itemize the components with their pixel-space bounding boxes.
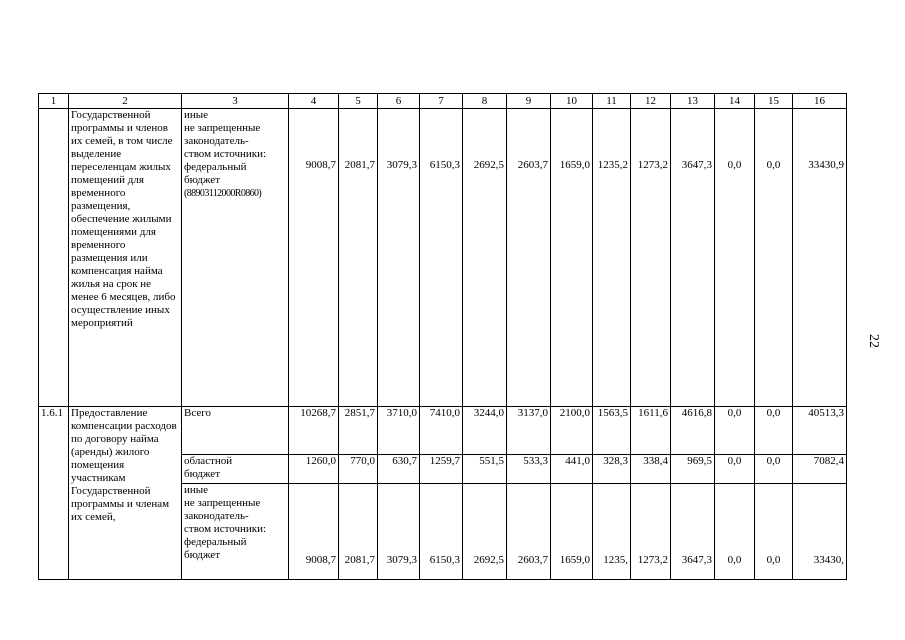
value-cell-col-11: 1563,5 xyxy=(593,407,631,455)
value-cell-col-6: 630,7 xyxy=(378,455,420,484)
value-cell-col-6: 3079,3 xyxy=(378,109,420,407)
value-cell-col-4: 9008,7 xyxy=(289,109,339,407)
funding-source-line: не запрещенные xyxy=(184,497,261,509)
value-cell-col-16: 40513,3 xyxy=(793,407,847,455)
value-cell-col-15: 0,0 xyxy=(755,484,793,580)
column-header-14: 14 xyxy=(715,94,755,109)
value-cell-col-14: 0,0 xyxy=(715,455,755,484)
value-cell-col-8: 2692,5 xyxy=(463,109,507,407)
funding-source-cell xyxy=(182,484,289,580)
value-cell-col-5: 770,0 xyxy=(339,455,378,484)
row-number-cell: 1.6.1 xyxy=(39,407,69,580)
value-cell-col-12: 1273,2 xyxy=(631,109,671,407)
funding-source-line: федеральный xyxy=(184,536,247,548)
funding-source-line: иные xyxy=(184,484,209,496)
funding-source-line: законодатель- xyxy=(184,510,249,522)
value-cell-col-13: 4616,8 xyxy=(671,407,715,455)
column-header-13: 13 xyxy=(671,94,715,109)
value-cell-col-5: 2081,7 xyxy=(339,109,378,407)
column-header-5: 5 xyxy=(339,94,378,109)
value-cell-col-5: 2081,7 xyxy=(339,484,378,580)
value-cell-col-10: 2100,0 xyxy=(551,407,593,455)
table-row xyxy=(39,407,847,455)
value-cell-col-16: 33430,9 xyxy=(793,109,847,407)
value-cell-col-11: 1235, xyxy=(593,484,631,580)
value-cell-col-14: 0,0 xyxy=(715,109,755,407)
table-row xyxy=(39,109,847,407)
value-cell-col-5: 2851,7 xyxy=(339,407,378,455)
column-header-2: 2 xyxy=(69,94,182,109)
value-cell-col-12: 1273,2 xyxy=(631,484,671,580)
value-cell-col-15: 0,0 xyxy=(755,455,793,484)
value-cell-col-15: 0,0 xyxy=(755,407,793,455)
value-cell-col-7: 7410,0 xyxy=(420,407,463,455)
column-header-1: 1 xyxy=(39,94,69,109)
funding-source-line: бюджет xyxy=(184,549,220,561)
value-cell-col-14: 0,0 xyxy=(715,407,755,455)
value-cell-col-8: 2692,5 xyxy=(463,484,507,580)
funding-source-line: областной xyxy=(184,455,233,467)
value-cell-col-13: 3647,3 xyxy=(671,109,715,407)
value-cell-col-12: 1611,6 xyxy=(631,407,671,455)
funding-source-line: Всего xyxy=(184,407,211,419)
value-cell-col-16: 7082,4 xyxy=(793,455,847,484)
value-cell-col-6: 3079,3 xyxy=(378,484,420,580)
value-cell-col-9: 2603,7 xyxy=(507,109,551,407)
funding-source-line: ством источники: xyxy=(184,523,267,535)
funding-source-line: законодатель- xyxy=(184,135,249,147)
value-cell-col-7: 6150,3 xyxy=(420,484,463,580)
column-header-8: 8 xyxy=(463,94,507,109)
column-header-12: 12 xyxy=(631,94,671,109)
value-cell-col-9: 533,3 xyxy=(507,455,551,484)
funding-source-cell xyxy=(182,407,289,455)
funding-source-line: бюджет xyxy=(184,174,220,186)
funding-source-line: иные xyxy=(184,109,209,121)
budget-code: (88903112000R0860) xyxy=(184,188,262,199)
value-cell-col-4: 1260,0 xyxy=(289,455,339,484)
column-header-3: 3 xyxy=(182,94,289,109)
column-header-10: 10 xyxy=(551,94,593,109)
value-cell-col-9: 2603,7 xyxy=(507,484,551,580)
value-cell-col-11: 328,3 xyxy=(593,455,631,484)
column-header-15: 15 xyxy=(755,94,793,109)
funding-source-line: ством источники: xyxy=(184,148,267,160)
column-header-7: 7 xyxy=(420,94,463,109)
value-cell-col-9: 3137,0 xyxy=(507,407,551,455)
value-cell-col-13: 3647,3 xyxy=(671,484,715,580)
value-cell-col-13: 969,5 xyxy=(671,455,715,484)
program-name-cell: Государственной программы и членов их семей, в том числе выделение переселенцам жилых помещений для временного размещения, обеспечение жилыми помещениями для временного размещения или компенсация найма жилья на срок не менее 6 месяцев, либо осуществление иных мероприятий xyxy=(69,109,182,407)
column-header-4: 4 xyxy=(289,94,339,109)
value-cell-col-6: 3710,0 xyxy=(378,407,420,455)
value-cell-col-10: 1659,0 xyxy=(551,484,593,580)
value-cell-col-10: 441,0 xyxy=(551,455,593,484)
header-row xyxy=(39,94,847,109)
value-cell-col-11: 1235,2 xyxy=(593,109,631,407)
column-header-6: 6 xyxy=(378,94,420,109)
funding-source-cell xyxy=(182,109,289,407)
page-number: 22 xyxy=(866,334,881,348)
value-cell-col-4: 9008,7 xyxy=(289,484,339,580)
value-cell-col-10: 1659,0 xyxy=(551,109,593,407)
funding-source-cell xyxy=(182,455,289,484)
column-header-9: 9 xyxy=(507,94,551,109)
budget-table xyxy=(38,93,847,580)
column-header-11: 11 xyxy=(593,94,631,109)
value-cell-col-7: 6150,3 xyxy=(420,109,463,407)
value-cell-col-15: 0,0 xyxy=(755,109,793,407)
value-cell-col-12: 338,4 xyxy=(631,455,671,484)
value-cell-col-8: 3244,0 xyxy=(463,407,507,455)
value-cell-col-7: 1259,7 xyxy=(420,455,463,484)
funding-source-line: не запрещенные xyxy=(184,122,261,134)
funding-source-line: федеральный xyxy=(184,161,247,173)
program-name-cell: Предоставление компенсации расходов по договору найма (аренды) жилого помещения участникам Государственной программы и членам их семей, xyxy=(69,407,182,580)
column-header-16: 16 xyxy=(793,94,847,109)
value-cell-col-4: 10268,7 xyxy=(289,407,339,455)
funding-source-line: бюджет xyxy=(184,468,220,480)
value-cell-col-16: 33430, xyxy=(793,484,847,580)
value-cell-col-14: 0,0 xyxy=(715,484,755,580)
value-cell-col-8: 551,5 xyxy=(463,455,507,484)
row-number-cell xyxy=(39,109,69,407)
